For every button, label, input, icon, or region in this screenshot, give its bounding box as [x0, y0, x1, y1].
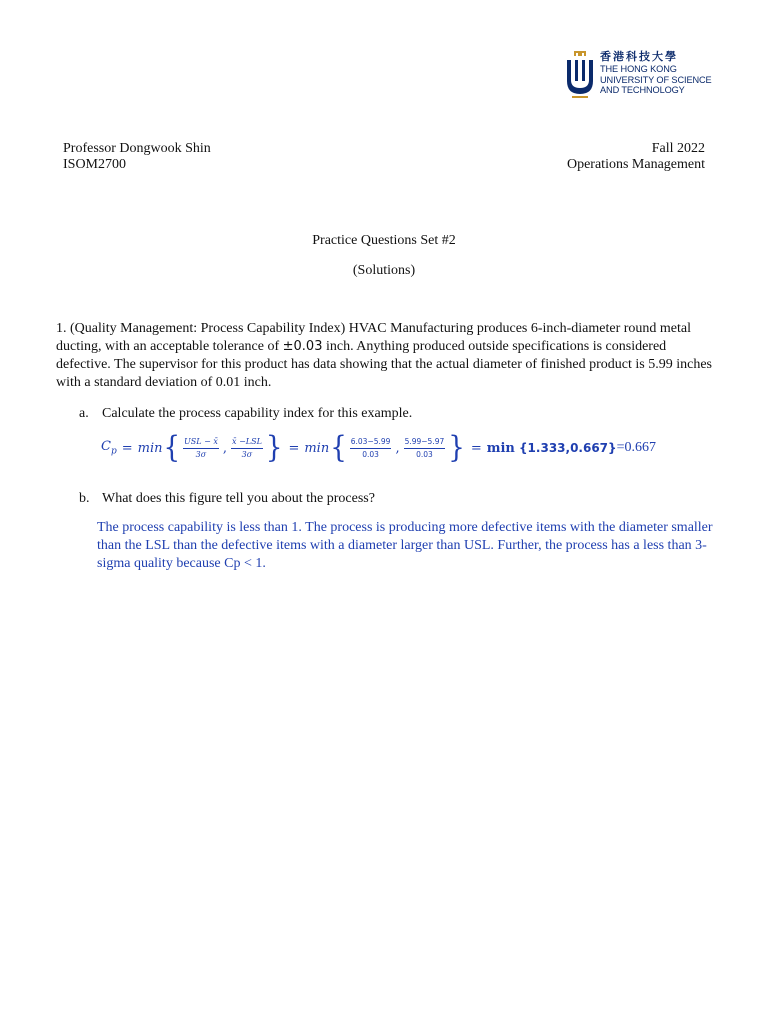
part-a-label: a. [79, 406, 89, 421]
cp-formula: $C_p$ = min { $\frac{\text{USL − x̄}}{3\sigma}$ , $\frac{\text{x̄ −LSL}}{3\sigma}$ } = min { $\frac{6.03-5.99}{0.03}$ , $\frac{5.99-5.97}{0.03}$ } = min {1.333,0.667} =0.667 [101, 430, 656, 466]
formula-result-values: {1.333,0.667} [519, 441, 617, 455]
formula-fraction-usl: $\frac{\text{USL − x̄}}{3\sigma}$ [184, 436, 218, 459]
question-1-text [56, 320, 716, 392]
formula-equals-1: = [121, 440, 133, 456]
page-subtitle: (Solutions) [352, 263, 416, 278]
formula-min-1: min [137, 440, 163, 456]
logo-english-line-2: UNIVERSITY OF SCIENCE [600, 74, 712, 85]
logo-english-line-3: AND TECHNOLOGY [600, 85, 685, 96]
part-a-text: Calculate the process capability index for this example. [102, 406, 413, 421]
part-b-text: What does this figure tell you about the process? [102, 491, 375, 506]
page-title: Practice Questions Set #2 [312, 233, 456, 248]
header-right [567, 141, 705, 173]
formula-result: =0.667 [616, 440, 656, 455]
formula-equals-2: = [288, 440, 300, 456]
formula-result-min: min [486, 440, 515, 456]
formula-fraction-values-1: $\frac{6.03-5.99}{0.03}$ [350, 436, 391, 459]
formula-equals-3: = [470, 440, 482, 456]
logo-english-line-1: THE HONG KONG [600, 64, 677, 74]
part-b-answer: The process capability is less than 1. The process is producing more defective items with the diameter smaller than the LSL than the defective items with a diameter larger than USL. Further, the process has a less than 3-sigma quality because Cp < 1. [97, 520, 713, 571]
question-1-intro: 1. (Quality Management: Process Capability Index) HVAC Manufacturing produces 6-inch-diameter round metal ducting, with an acceptable tolerance of [56, 321, 692, 354]
hkust-emblem-icon [565, 50, 595, 98]
university-logo [565, 50, 725, 100]
formula-min-2: min [304, 440, 330, 456]
question-1-rest: inch. Anything produced outside specifications is considered defective. The supervisor for this product has data showing that the actual diameter of finished product is 5.99 inches with a standard deviation of 0.01 inch. [56, 339, 713, 390]
part-a [79, 405, 412, 423]
header-left [63, 141, 211, 173]
part-b [79, 490, 375, 508]
course-code: ISOM2700 [63, 157, 127, 172]
term: Fall 2022 [651, 141, 705, 156]
part-b-label: b. [79, 491, 90, 506]
professor-name: Professor Dongwook Shin [63, 141, 211, 156]
tolerance-value: ±0.03 [282, 339, 323, 354]
logo-chinese-name: 香港科技大學 [600, 51, 678, 63]
subject: Operations Management [566, 157, 705, 172]
formula-cp: $C_p$ [101, 439, 117, 457]
formula-fraction-values-2: $\frac{5.99-5.97}{0.03}$ [404, 436, 445, 459]
formula-fraction-lsl: $\frac{\text{x̄ −LSL}}{3\sigma}$ [232, 436, 262, 459]
